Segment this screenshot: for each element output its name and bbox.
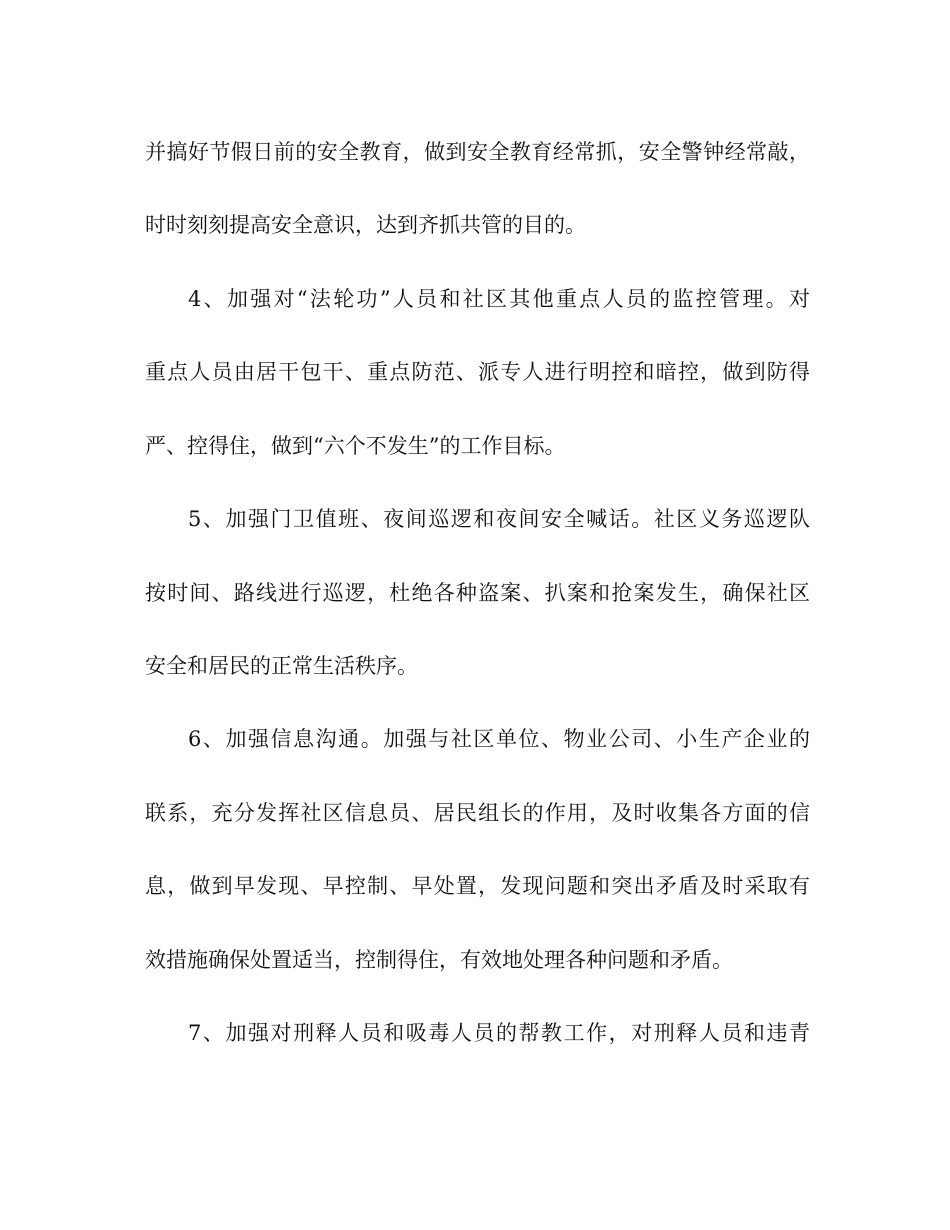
text-line: 效措施确保处置适当，控制得住，有效地处理各种问题和矛盾。 xyxy=(145,948,733,972)
paragraph-start-line: 7、加强对刑释人员和吸毒人员的帮教工作，对刑释人员和违青 xyxy=(188,1021,810,1045)
paragraph-start-line: 4、加强对“法轮功”人员和社区其他重点人员的监控管理。对 xyxy=(188,287,810,311)
text-line: 时时刻刻提高安全意识，达到齐抓共管的目的。 xyxy=(145,213,586,237)
text-line: 按时间、路线进行巡逻，杜绝各种盗案、扒案和抢案发生，确保社区 xyxy=(145,581,810,605)
text-line: 并搞好节假日前的安全教育，做到安全教育经常抓，安全警钟经常敲， xyxy=(145,140,810,164)
paragraph-start-line: 6、加强信息沟通。加强与社区单位、物业公司、小生产企业的 xyxy=(188,727,810,751)
text-line: 重点人员由居干包干、重点防范、派专人进行明控和暗控，做到防得 xyxy=(145,360,810,384)
text-line: 息，做到早发现、早控制、早处置，发现问题和突出矛盾及时采取有 xyxy=(145,874,810,898)
text-line: 严、控得住，做到“六个不发生”的工作目标。 xyxy=(145,434,566,458)
text-line: 联系，充分发挥社区信息员、居民组长的作用，及时收集各方面的信 xyxy=(145,801,810,825)
text-line: 安全和居民的正常生活秩序。 xyxy=(145,654,418,678)
paragraph-start-line: 5、加强门卫值班、夜间巡逻和夜间安全喊话。社区义务巡逻队 xyxy=(188,507,810,531)
